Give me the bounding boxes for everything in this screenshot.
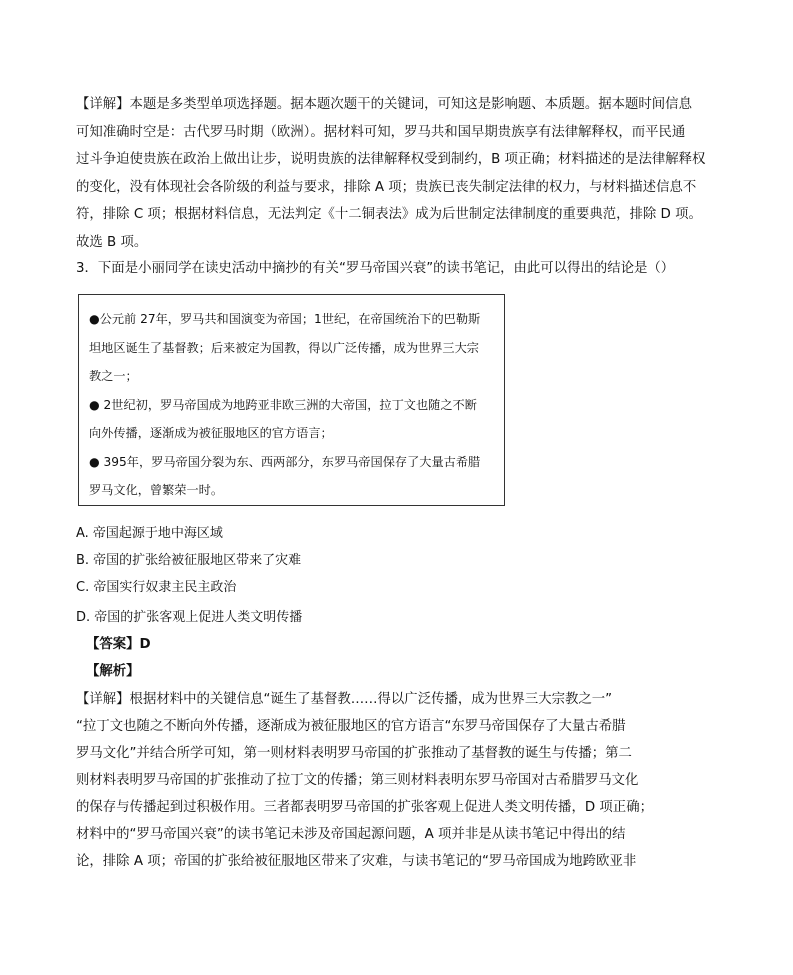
detail-line: 故选 B 项。	[76, 234, 148, 250]
option-a: A. 帝国起源于地中海区域	[76, 526, 223, 541]
analysis-paragraph	[76, 686, 726, 875]
detail-line: 的变化，没有体现社会各阶级的利益与要求，排除 A 项；贵族已丧失制定法律的权力，与材料描述信息不	[76, 179, 697, 195]
question-stem: 3．下面是小丽同学在读史活动中摘抄的有关“罗马帝国兴衰”的读书笔记，由此可以得出的结论是（）	[76, 261, 675, 276]
detail-line: 过斗争迫使贵族在政治上做出让步，说明贵族的法律解释权受到制约，B 项正确；材料描述的是法律解释权	[76, 152, 706, 167]
detail-paragraph	[76, 91, 716, 256]
option-d: D. 帝国的扩张客观上促进人类文明传播	[76, 610, 303, 625]
analysis-line: “拉丁文也随之不断向外传播，逐渐成为被征服地区的官方语言“东罗马帝国保存了大量古希腊	[76, 719, 626, 734]
analysis-line: 则材料表明罗马帝国的扩张推动了拉丁文的传播；第三则材料表明东罗马帝国对古希腊罗马文化	[76, 773, 639, 788]
analysis-line: 罗马文化”并结合所学可知，第一则材料表明罗马帝国的扩张推动了基督教的诞生与传播；第二	[76, 746, 632, 761]
option-c: C. 帝国实行奴隶主民主政治	[76, 580, 237, 595]
detail-line: 可知准确时空是：古代罗马时期（欧洲）。据材料可知，罗马共和国早期贵族享有法律解释权，而平民通	[76, 124, 686, 140]
material-line: ● 395年，罗马帝国分裂为东、西两部分，东罗马帝国保存了大量古希腊	[89, 454, 481, 469]
material-line: ● 2世纪初，罗马帝国成为地跨亚非欧三洲的大帝国，拉丁文也随之不断	[89, 397, 477, 412]
detail-line: 符，排除 C 项；根据材料信息，无法判定《十二铜表法》成为后世制定法律制度的重要典范，排除 D 项。	[76, 207, 702, 222]
answer-label: 【答案】D	[86, 637, 151, 652]
material-line: 坦地区诞生了基督教；后来被定为国教，得以广泛传播，成为世界三大宗	[89, 340, 479, 355]
material-line: 罗马文化，曾繁荣一时。	[89, 483, 224, 497]
analysis-label: 【解析】	[86, 664, 140, 679]
detail-line: 【详解】本题是多类型单项选择题。据本题次题干的关键词，可知这是影响题、本质题。据本题时间信息	[76, 97, 692, 112]
material-line: 教之一；	[89, 369, 138, 383]
analysis-line: 论，排除 A 项；帝国的扩张给被征服地区带来了灾难，与读书笔记的“罗马帝国成为地跨欧亚非	[76, 854, 637, 869]
analysis-line: 材料中的“罗马帝国兴衰”的读书笔记未涉及帝国起源问题，A 项并非是从读书笔记中得出的结	[76, 827, 626, 842]
material-line: 向外传播，逐渐成为被征服地区的官方语言；	[89, 426, 333, 440]
reading-notes-box	[78, 294, 505, 506]
option-b: B. 帝国的扩张给被征服地区带来了灾难	[76, 553, 302, 568]
analysis-line: 的保存与传播起到过积极作用。三者都表明罗马帝国的扩张客观上促进人类文明传播，D 项正确；	[76, 800, 653, 815]
material-line: ●公元前 27年，罗马共和国演变为帝国；1世纪，在帝国统治下的巴勒斯	[89, 312, 481, 326]
analysis-line: 【详解】根据材料中的关键信息“诞生了基督教……得以广泛传播，成为世界三大宗教之一”	[76, 692, 613, 707]
